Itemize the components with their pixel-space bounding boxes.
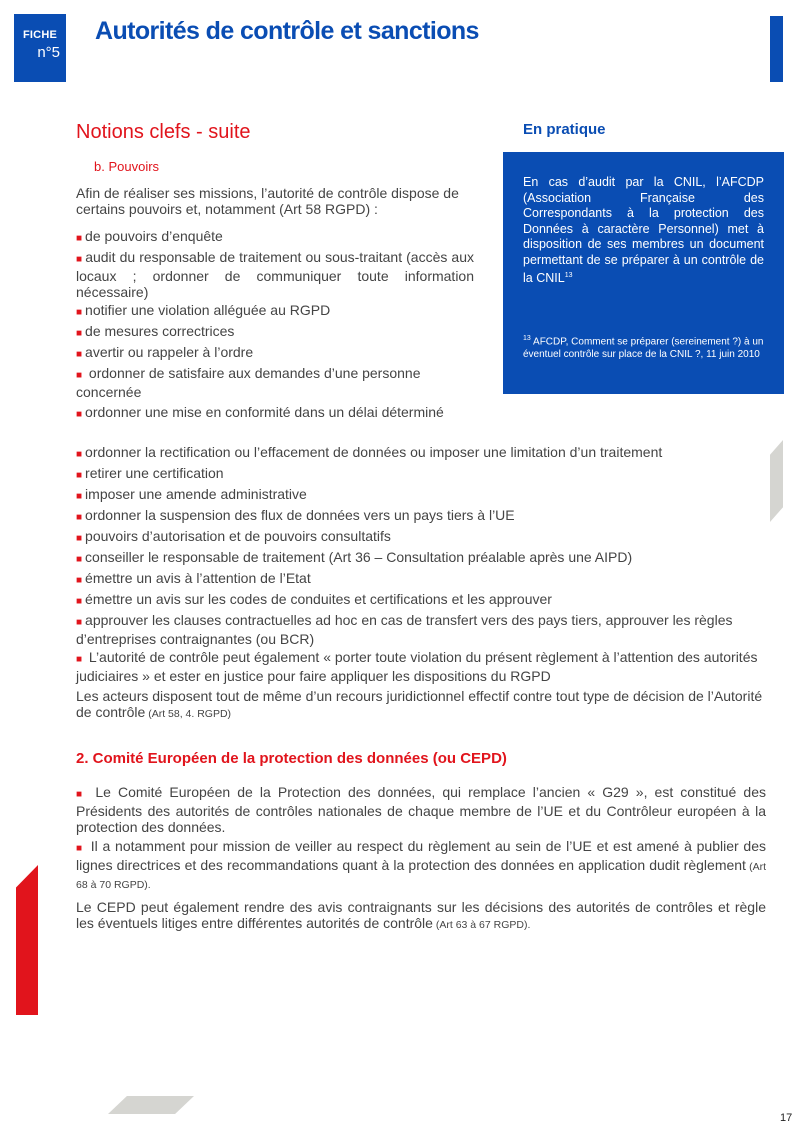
cepd-paragraph-1: ■ Le Comité Européen de la Protection des données, qui remplace l’ancien « G29 », est constitué des Présidents des autorités de contrôles nationales de chaque membre de l’UE et du Contrôleur européen à la protection des données.	[76, 784, 766, 835]
list-item: ■ pouvoirs d’autorisation et de pouvoirs consultatifs	[76, 528, 391, 544]
list-item: ■ émettre un avis sur les codes de conduites et certifications et les approuver	[76, 591, 552, 607]
bullet-icon: ■	[76, 370, 83, 381]
section-heading-pratique: En pratique	[523, 121, 606, 138]
list-item: ■ audit du responsable de traitement ou sous-traitant (accès aux locaux ; ordonner de communiquer toute information nécessaire)	[76, 249, 474, 300]
cepd-paragraph-2: ■ Il a notamment pour mission de veiller au respect du règlement au sein de l’UE et est amené à publier des lignes directrices et des recommandations quant à la protection des données en application dudit règlement (Art 68 à 70 RGPD).	[76, 838, 767, 891]
list-item: ■ ordonner une mise en conformité dans un délai déterminé	[76, 404, 444, 420]
intro-paragraph: Afin de réaliser ses missions, l’autorité de contrôle dispose de certains pouvoirs et, notamment (Art 58 RGPD) :	[76, 185, 459, 217]
recours-paragraph: Les acteurs disposent tout de même d’un recours juridictionnel effectif contre tout type de décision de l’Autorité de contrôle (Art 58, 4. RGPD)	[76, 688, 763, 720]
pratique-text: En cas d’audit par la CNIL, l’AFCDP (Association Française des Correspondants à la protection des Données à caractère Personnel) met à disposition de ses membres un document permettant de se préparer à un contrôle de la CNIL$^{13}$	[523, 175, 764, 286]
bullet-icon: ■	[76, 470, 83, 481]
section-heading-cepd: 2. Comité Européen de la protection des données (ou CEPD)	[76, 750, 507, 767]
list-item: ■ de pouvoirs d’enquête	[76, 228, 223, 244]
bullet-icon: ■	[76, 617, 83, 628]
fiche-badge	[14, 14, 66, 82]
subheading-pouvoirs: b. Pouvoirs	[94, 159, 160, 174]
list-item: ■ L’autorité de contrôle peut également « porter toute violation du présent règlement à l’attention des autorités judiciaires » et ester en justice pour faire appliquer les dispositions du RGPD	[76, 649, 758, 684]
bullet-icon: ■	[76, 328, 83, 339]
list-item: ■ ordonner la suspension des flux de données vers un pays tiers à l’UE	[76, 507, 515, 523]
list-item: ■ imposer une amende administrative	[76, 486, 307, 502]
fiche-number: n°5	[37, 44, 60, 61]
decorative-red-shape-left	[16, 865, 38, 1015]
list-item: ■ avertir ou rappeler à l’ordre	[76, 344, 254, 360]
cepd-paragraph-3: Le CEPD peut également rendre des avis contraignants sur les décisions des autorités de contrôles et règle les éventuels litiges entre différentes autorités de contrôle (Art 63 à 67 RGPD).	[76, 899, 766, 931]
bullet-icon: ■	[76, 491, 83, 502]
bullet-icon: ■	[76, 254, 83, 265]
bullet-icon: ■	[76, 654, 83, 665]
page-number: 17	[780, 1112, 793, 1124]
list-item: ■ notifier une violation alléguée au RGPD	[76, 302, 331, 318]
footnote: $^{13}$ AFCDP, Comment se préparer (sereinement ?) à un éventuel contrôle sur place de la CNIL ?, 11 juin 2010	[523, 335, 764, 361]
pratique-box	[503, 152, 784, 394]
bullet-icon: ■	[76, 843, 83, 854]
bullet-icon: ■	[76, 789, 86, 800]
bullet-icon: ■	[76, 512, 83, 523]
section-heading-notions: Notions clefs - suite	[76, 121, 251, 143]
bullet-icon: ■	[76, 575, 83, 586]
decorative-gray-shape-bottom	[108, 1096, 194, 1114]
bullet-icon: ■	[76, 349, 83, 360]
list-item: ■ ordonner la rectification ou l’effacement de données ou imposer une limitation d’un traitement	[76, 444, 663, 460]
footnote-marker: 13	[564, 272, 573, 279]
fiche-label: FICHE	[23, 29, 57, 41]
header-accent-bar	[770, 16, 783, 82]
bullet-icon: ■	[76, 449, 83, 460]
bullet-icon: ■	[76, 533, 83, 544]
list-item: ■ approuver les clauses contractuelles ad hoc en cas de transfert vers des pays tiers, approuver les règles d’entreprises contraignantes (ou BCR)	[76, 612, 733, 647]
bullet-icon: ■	[76, 409, 83, 420]
bullet-icon: ■	[76, 233, 83, 244]
list-item: ■ de mesures correctrices	[76, 323, 235, 339]
list-item: ■ émettre un avis à l’attention de l’Etat	[76, 570, 311, 586]
decorative-gray-shape-right	[770, 440, 783, 522]
page-title: Autorités de contrôle et sanctions	[95, 17, 479, 45]
bullet-icon: ■	[76, 596, 83, 607]
bullet-icon: ■	[76, 554, 83, 565]
list-item: ■ ordonner de satisfaire aux demandes d’une personne concernée	[76, 365, 421, 400]
list-item: ■ conseiller le responsable de traitement (Art 36 – Consultation préalable après une AIPD)	[76, 549, 633, 565]
bullet-icon: ■	[76, 307, 83, 318]
list-item: ■ retirer une certification	[76, 465, 224, 481]
